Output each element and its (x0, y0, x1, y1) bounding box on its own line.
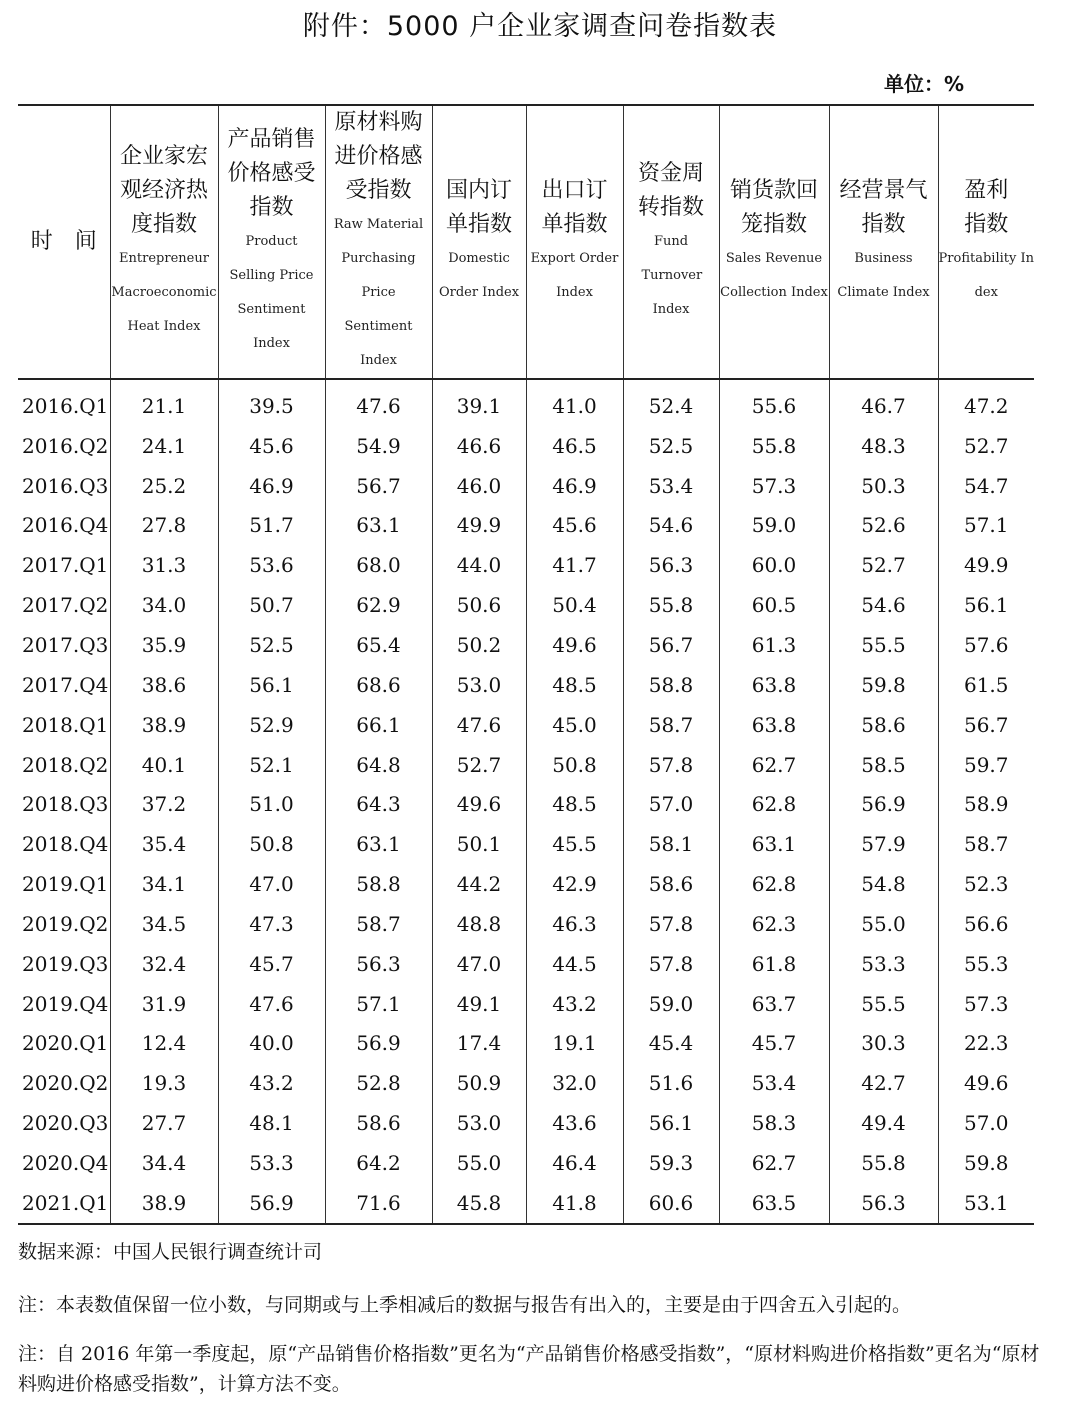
value-cell: 53.6 (218, 545, 325, 585)
value-cell: 54.6 (623, 506, 719, 546)
value-cell: 32.0 (526, 1063, 623, 1103)
value-cell: 51.0 (218, 784, 325, 824)
column-header-zh: 原材料购进价格感受指数 (334, 110, 423, 203)
value-cell: 56.9 (829, 784, 938, 824)
period-cell: 2020.Q3 (18, 1103, 110, 1143)
value-cell: 42.9 (526, 864, 623, 904)
period-header (18, 105, 110, 379)
value-cell: 63.8 (719, 665, 829, 705)
column-header-export-order (526, 105, 623, 379)
value-cell: 48.8 (432, 904, 526, 944)
value-cell: 47.2 (963, 393, 1009, 418)
value-cell: 63.8 (719, 705, 829, 745)
footnote: 注：自 2016 年第一季度起，原“产品销售价格指数”更名为“产品销售价格感受指数”，“原材料购进价格指数”更名为“原材料购进价格感受指数”，计算方法不变。 (18, 1343, 1040, 1395)
column-header-business-climate (829, 105, 938, 379)
period-cell: 2021.Q1 (18, 1183, 110, 1224)
column-header-raw-material (325, 105, 432, 379)
value-cell: 39.5 (218, 379, 325, 426)
value-cell: 52.3 (963, 872, 1009, 897)
value-cell: 56.7 (963, 712, 1009, 737)
value-cell: 57.8 (623, 904, 719, 944)
value-cell: 12.4 (110, 1024, 218, 1064)
column-header-en: Raw Material Purchasing Price Sentiment Index (333, 217, 424, 368)
value-cell: 52.5 (218, 625, 325, 665)
page-title: 附件：5000 户企业家调查问卷指数表 (302, 11, 778, 42)
value-cell: 44.2 (432, 864, 526, 904)
table-row (18, 824, 1034, 864)
table-row (18, 705, 1034, 745)
value-cell: 61.5 (963, 672, 1009, 697)
value-cell: 59.3 (623, 1143, 719, 1183)
value-cell: 49.9 (963, 553, 1009, 578)
value-cell: 45.0 (526, 705, 623, 745)
value-cell: 52.6 (829, 506, 938, 546)
value-cell: 56.9 (218, 1183, 325, 1224)
column-header-zh: 产品销售价格感受指数 (227, 127, 316, 220)
value-cell: 55.8 (719, 426, 829, 466)
value-cell: 52.1 (218, 745, 325, 785)
period-cell: 2016.Q2 (18, 426, 110, 466)
value-cell: 38.9 (110, 705, 218, 745)
value-cell: 57.8 (623, 745, 719, 785)
period-cell: 2017.Q2 (18, 585, 110, 625)
value-cell: 62.3 (719, 904, 829, 944)
value-cell: 55.0 (432, 1143, 526, 1183)
value-cell: 50.8 (218, 824, 325, 864)
value-cell: 34.0 (110, 585, 218, 625)
value-cell: 47.0 (218, 864, 325, 904)
table-row (18, 466, 1034, 506)
value-cell: 56.3 (623, 545, 719, 585)
value-cell: 63.1 (719, 824, 829, 864)
period-cell: 2020.Q2 (18, 1063, 110, 1103)
table-row (18, 426, 1034, 466)
value-cell: 41.7 (526, 545, 623, 585)
value-cell: 50.2 (432, 625, 526, 665)
value-cell: 56.6 (963, 911, 1009, 936)
value-cell: 43.2 (218, 1063, 325, 1103)
column-header-en: Export Order Index (530, 251, 619, 300)
value-cell: 49.4 (829, 1103, 938, 1143)
value-cell: 32.4 (110, 944, 218, 984)
value-cell: 64.8 (325, 745, 432, 785)
value-cell: 40.1 (110, 745, 218, 785)
period-header-label: 时 间 (30, 229, 97, 254)
value-cell: 40.0 (218, 1024, 325, 1064)
value-cell: 46.5 (526, 426, 623, 466)
value-cell: 45.8 (432, 1183, 526, 1224)
column-header-zh: 出口订单指数 (541, 178, 608, 237)
value-cell: 43.2 (526, 984, 623, 1024)
column-header-zh: 盈利指数 (964, 178, 1009, 237)
table-body (18, 379, 1034, 1224)
value-cell: 50.1 (432, 824, 526, 864)
value-cell: 56.7 (325, 466, 432, 506)
value-cell: 19.1 (526, 1024, 623, 1064)
value-cell: 34.5 (110, 904, 218, 944)
value-cell: 34.1 (110, 864, 218, 904)
value-cell: 57.6 (963, 632, 1009, 657)
value-cell: 19.3 (110, 1063, 218, 1103)
value-cell: 60.5 (719, 585, 829, 625)
value-cell: 46.9 (526, 466, 623, 506)
value-cell: 58.9 (963, 792, 1009, 817)
value-cell: 58.8 (623, 665, 719, 705)
value-cell: 45.5 (526, 824, 623, 864)
value-cell: 59.0 (623, 984, 719, 1024)
value-cell: 41.8 (526, 1183, 623, 1224)
value-cell: 49.6 (963, 1071, 1009, 1096)
value-cell: 51.6 (623, 1063, 719, 1103)
column-header-en: Domestic Order Index (438, 251, 520, 300)
value-cell: 63.7 (719, 984, 829, 1024)
value-cell: 45.7 (218, 944, 325, 984)
value-cell: 31.9 (110, 984, 218, 1024)
value-cell: 44.5 (526, 944, 623, 984)
period-cell: 2018.Q2 (18, 745, 110, 785)
value-cell: 47.0 (432, 944, 526, 984)
value-cell: 63.5 (719, 1183, 829, 1224)
column-header-zh: 资金周转指数 (637, 161, 704, 220)
value-cell: 65.4 (325, 625, 432, 665)
value-cell: 47.6 (325, 379, 432, 426)
value-cell: 42.7 (829, 1063, 938, 1103)
value-cell: 50.3 (829, 466, 938, 506)
value-cell: 55.8 (623, 585, 719, 625)
value-cell: 56.1 (963, 593, 1009, 618)
value-cell: 30.3 (829, 1024, 938, 1064)
value-cell: 63.1 (325, 824, 432, 864)
value-cell: 55.0 (829, 904, 938, 944)
table-row (18, 784, 1034, 824)
period-cell: 2017.Q3 (18, 625, 110, 665)
table-row (18, 1183, 1034, 1224)
period-cell: 2019.Q4 (18, 984, 110, 1024)
value-cell: 57.0 (623, 784, 719, 824)
value-cell: 27.7 (110, 1103, 218, 1143)
value-cell: 45.4 (623, 1024, 719, 1064)
value-cell: 59.8 (829, 665, 938, 705)
index-table (18, 104, 1034, 1225)
value-cell: 62.8 (719, 864, 829, 904)
table-row (18, 506, 1034, 546)
value-cell: 58.6 (829, 705, 938, 745)
value-cell: 59.8 (963, 1150, 1009, 1175)
value-cell: 61.8 (719, 944, 829, 984)
value-cell: 54.6 (829, 585, 938, 625)
table-row (18, 1103, 1034, 1143)
value-cell: 50.4 (526, 585, 623, 625)
value-cell: 27.8 (110, 506, 218, 546)
period-cell: 2018.Q1 (18, 705, 110, 745)
value-cell: 68.0 (325, 545, 432, 585)
value-cell: 25.2 (110, 466, 218, 506)
value-cell: 53.3 (218, 1143, 325, 1183)
value-cell: 34.4 (110, 1143, 218, 1183)
value-cell: 53.4 (719, 1063, 829, 1103)
period-cell: 2016.Q3 (18, 466, 110, 506)
value-cell: 37.2 (110, 784, 218, 824)
value-cell: 38.6 (110, 665, 218, 705)
value-cell: 58.7 (963, 832, 1009, 857)
value-cell: 21.1 (110, 379, 218, 426)
period-cell: 2018.Q4 (18, 824, 110, 864)
value-cell: 46.4 (526, 1143, 623, 1183)
value-cell: 63.1 (325, 506, 432, 546)
value-cell: 49.1 (432, 984, 526, 1024)
value-cell: 58.6 (325, 1103, 432, 1143)
value-cell: 55.5 (829, 625, 938, 665)
value-cell: 56.9 (325, 1024, 432, 1064)
value-cell: 46.7 (829, 379, 938, 426)
value-cell: 46.0 (432, 466, 526, 506)
value-cell: 52.4 (623, 379, 719, 426)
period-cell: 2019.Q3 (18, 944, 110, 984)
column-header-sales-revenue (719, 105, 829, 379)
column-header-zh: 销货款回笼指数 (729, 178, 818, 237)
value-cell: 59.7 (963, 752, 1009, 777)
value-cell: 66.1 (325, 705, 432, 745)
value-cell: 52.7 (963, 433, 1009, 458)
footnote: 注：本表数值保留一位小数，与同期或与上季相减后的数据与报告有出入的，主要是由于四舍五入引起的。 (18, 1294, 912, 1316)
value-cell: 35.9 (110, 625, 218, 665)
value-cell: 48.1 (218, 1103, 325, 1143)
column-header-domestic-order (432, 105, 526, 379)
value-cell: 45.7 (719, 1024, 829, 1064)
value-cell: 44.0 (432, 545, 526, 585)
value-cell: 50.8 (526, 745, 623, 785)
value-cell: 50.9 (432, 1063, 526, 1103)
value-cell: 54.9 (325, 426, 432, 466)
column-header-en: Sales Revenue Collection Index (720, 251, 828, 300)
period-cell: 2020.Q4 (18, 1143, 110, 1183)
value-cell: 54.7 (963, 473, 1009, 498)
value-cell: 52.9 (218, 705, 325, 745)
value-cell: 51.7 (218, 506, 325, 546)
table-row (18, 944, 1034, 984)
value-cell: 46.6 (432, 426, 526, 466)
value-cell: 58.5 (829, 745, 938, 785)
value-cell: 57.9 (829, 824, 938, 864)
value-cell: 61.3 (719, 625, 829, 665)
value-cell: 55.3 (963, 951, 1009, 976)
period-cell: 2019.Q1 (18, 864, 110, 904)
table-row (18, 904, 1034, 944)
value-cell: 54.8 (829, 864, 938, 904)
value-cell: 58.1 (623, 824, 719, 864)
table-row (18, 545, 1034, 585)
column-header-en: Entrepreneur Macroeconomic Heat Index (111, 251, 217, 334)
value-cell: 53.1 (963, 1190, 1009, 1215)
value-cell: 38.9 (110, 1183, 218, 1224)
period-cell: 2019.Q2 (18, 904, 110, 944)
value-cell: 62.9 (325, 585, 432, 625)
period-cell: 2020.Q1 (18, 1024, 110, 1064)
value-cell: 50.7 (218, 585, 325, 625)
unit-label: 单位：% (883, 72, 964, 96)
value-cell: 57.1 (325, 984, 432, 1024)
table-row (18, 1063, 1034, 1103)
value-cell: 49.6 (526, 625, 623, 665)
value-cell: 49.9 (432, 506, 526, 546)
value-cell: 53.0 (432, 1103, 526, 1143)
table-row (18, 585, 1034, 625)
value-cell: 49.6 (432, 784, 526, 824)
column-header-en: Fund Turnover Index (641, 234, 703, 317)
table-row (18, 745, 1034, 785)
value-cell: 47.3 (218, 904, 325, 944)
data-source: 数据来源：中国人民银行调查统计司 (18, 1241, 323, 1263)
column-header-en: Profitability Index (938, 251, 1034, 300)
value-cell: 43.6 (526, 1103, 623, 1143)
period-cell: 2017.Q4 (18, 665, 110, 705)
value-cell: 48.3 (829, 426, 938, 466)
table-row (18, 379, 1034, 426)
table-row (18, 665, 1034, 705)
value-cell: 52.7 (432, 745, 526, 785)
column-header-zh: 经营景气指数 (839, 178, 928, 237)
period-cell: 2016.Q1 (18, 379, 110, 426)
value-cell: 58.6 (623, 864, 719, 904)
value-cell: 53.0 (432, 665, 526, 705)
column-header-zh: 国内订单指数 (445, 178, 512, 237)
value-cell: 58.3 (719, 1103, 829, 1143)
value-cell: 17.4 (432, 1024, 526, 1064)
value-cell: 45.6 (526, 506, 623, 546)
value-cell: 41.0 (526, 379, 623, 426)
period-cell: 2017.Q1 (18, 545, 110, 585)
column-header-zh: 企业家宏观经济热度指数 (119, 144, 208, 237)
column-header-en: Product Selling Price Sentiment Index (229, 234, 314, 351)
table-row (18, 1024, 1034, 1064)
value-cell: 64.3 (325, 784, 432, 824)
value-cell: 35.4 (110, 824, 218, 864)
value-cell: 46.3 (526, 904, 623, 944)
value-cell: 57.3 (719, 466, 829, 506)
value-cell: 24.1 (110, 426, 218, 466)
value-cell: 56.1 (218, 665, 325, 705)
value-cell: 57.3 (963, 991, 1009, 1016)
value-cell: 56.3 (325, 944, 432, 984)
column-header-macro-heat (110, 105, 218, 379)
value-cell: 31.3 (110, 545, 218, 585)
value-cell: 55.8 (829, 1143, 938, 1183)
period-cell: 2018.Q3 (18, 784, 110, 824)
value-cell: 58.8 (325, 864, 432, 904)
value-cell: 52.5 (623, 426, 719, 466)
value-cell: 62.7 (719, 745, 829, 785)
period-cell: 2016.Q4 (18, 506, 110, 546)
value-cell: 50.6 (432, 585, 526, 625)
value-cell: 47.6 (432, 705, 526, 745)
column-header-selling-price (218, 105, 325, 379)
column-header-profitability (938, 105, 1034, 379)
column-header-en: Business Climate Index (837, 251, 930, 300)
value-cell: 64.2 (325, 1143, 432, 1183)
value-cell: 22.3 (963, 1031, 1009, 1056)
value-cell: 45.6 (218, 426, 325, 466)
value-cell: 68.6 (325, 665, 432, 705)
value-cell: 48.5 (526, 665, 623, 705)
value-cell: 57.1 (963, 513, 1009, 538)
value-cell: 62.7 (719, 1143, 829, 1183)
value-cell: 55.6 (719, 379, 829, 426)
table-row (18, 864, 1034, 904)
column-header-fund-turnover (623, 105, 719, 379)
value-cell: 56.3 (829, 1183, 938, 1224)
value-cell: 47.6 (218, 984, 325, 1024)
value-cell: 60.6 (623, 1183, 719, 1224)
value-cell: 58.7 (623, 705, 719, 745)
value-cell: 52.8 (325, 1063, 432, 1103)
value-cell: 58.7 (325, 904, 432, 944)
value-cell: 48.5 (526, 784, 623, 824)
table-row (18, 1143, 1034, 1183)
value-cell: 56.7 (623, 625, 719, 665)
value-cell: 53.3 (829, 944, 938, 984)
header-row (18, 105, 1034, 379)
value-cell: 59.0 (719, 506, 829, 546)
value-cell: 46.9 (218, 466, 325, 506)
value-cell: 39.1 (432, 379, 526, 426)
value-cell: 57.0 (963, 1111, 1009, 1136)
value-cell: 62.8 (719, 784, 829, 824)
table-row (18, 625, 1034, 665)
value-cell: 53.4 (623, 466, 719, 506)
value-cell: 57.8 (623, 944, 719, 984)
value-cell: 60.0 (719, 545, 829, 585)
table-row (18, 984, 1034, 1024)
value-cell: 52.7 (829, 545, 938, 585)
value-cell: 55.5 (829, 984, 938, 1024)
value-cell: 56.1 (623, 1103, 719, 1143)
value-cell: 71.6 (325, 1183, 432, 1224)
